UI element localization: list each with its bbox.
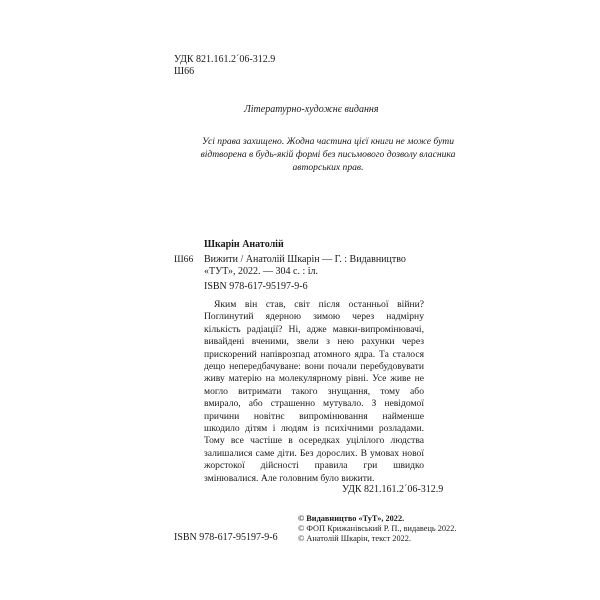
genre-label: Літературно-художнє видання	[244, 104, 379, 115]
bbk-code: Ш66	[174, 66, 195, 77]
catalog-isbn: ISBN 978-617-95197-9-6	[204, 281, 308, 292]
catalog-udk: УДК 821.161.2´06-312.9	[342, 484, 444, 495]
udk-header	[174, 54, 275, 78]
annotation-text: Яким він став, світ після останньої війни? Поглинутий ядерною зимою через надмірну кількість радіації? Ні, адже мавки-випромінювачі, вивайдені вченими, звели з нею рахунки через прискорений напіврозпад атомного ядра. Та сталося дещо непередбачуване: вони почали перебудовувати живу матерію на молекулярному рівні. Усе живе не могло витримати такого знущання, тому або вмирало, або страшенно мутувало. З невідомої причини новітнє випромінювання найменше шкодило дітям і людям із психічними розладами. Тому все частіше в осередках уцілілого людства залишалися саме діти. Без дорослих. В умовах нової жорстокої дійсності правила гри швидко змінювалися. Але головним було вижити.	[204, 299, 424, 484]
copyright-block	[298, 514, 456, 545]
catalog-author: Шкарін Анатолій	[204, 239, 284, 250]
rights-notice: Усі права захищено. Жодна частина цієї книги не може бути відтворена в будь-якій формі без письмового дозволу власника авторських прав.	[200, 136, 456, 173]
isbn-bottom: ISBN 978-617-95197-9-6	[174, 532, 278, 543]
udk-number: УДК 821.161.2´06-312.9	[174, 54, 276, 65]
copyright-fop: © ФОП Крижанівський Р. П., видавець 2022.	[298, 524, 457, 534]
catalog-description: Вижити / Анатолій Шкарін — Г. : Видавництво «ТУТ», 2022. — 304 с. : іл.	[204, 254, 406, 277]
annotation	[204, 299, 424, 485]
copyright-publisher: © Видавництво «ТуТ», 2022.	[298, 514, 405, 523]
copyright-author: © Анатолій Шкарін, текст 2022.	[298, 534, 411, 544]
catalog-code: Ш66	[174, 254, 194, 265]
